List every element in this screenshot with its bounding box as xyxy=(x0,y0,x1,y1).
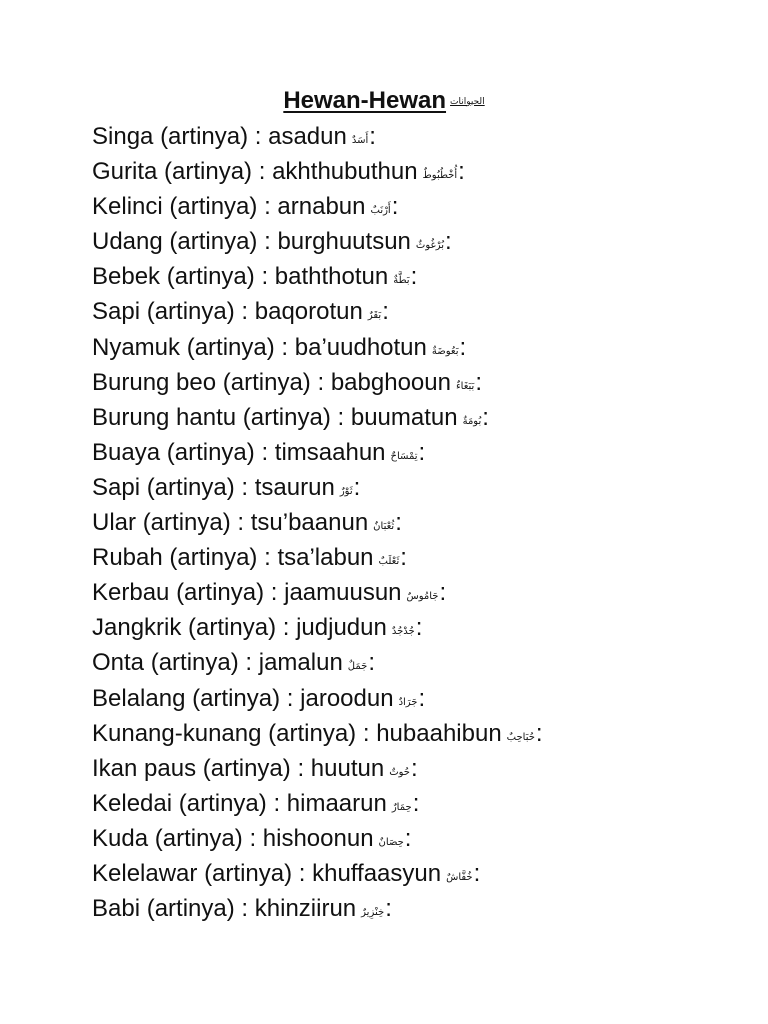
separator: : xyxy=(237,509,245,537)
separator: : xyxy=(249,824,257,852)
transliteration: hubaahibun xyxy=(376,719,502,747)
vocabulary-row xyxy=(92,330,543,365)
vocabulary-row xyxy=(92,259,543,294)
transliteration: timsaahun xyxy=(274,438,386,466)
gloss-text: (artinya) xyxy=(222,368,311,396)
gloss-text: (artinya) xyxy=(142,509,231,537)
vocabulary-row xyxy=(92,400,543,435)
animal-name: Burung hantu xyxy=(92,403,237,431)
animal-name: Sapi xyxy=(92,298,141,326)
gloss-text: (artinya) xyxy=(150,649,239,677)
trailing-colon: : xyxy=(353,473,361,501)
separator: : xyxy=(282,614,290,642)
arabic-word: جَامُوسٌ xyxy=(406,591,439,603)
animal-name: Bebek xyxy=(92,263,161,291)
animal-name: Kuda xyxy=(92,824,149,852)
trailing-colon: : xyxy=(482,403,489,431)
separator: : xyxy=(261,263,269,291)
trailing-colon: : xyxy=(439,579,447,607)
vocabulary-row xyxy=(92,540,543,575)
vocabulary-row xyxy=(92,365,543,400)
trailing-colon: : xyxy=(404,824,412,852)
separator: : xyxy=(241,895,249,923)
arabic-word: بَطَّةٌ xyxy=(393,275,410,287)
vocabulary-row xyxy=(92,294,543,329)
transliteration: asadun xyxy=(268,123,347,150)
vocabulary-row xyxy=(92,154,543,189)
animal-name: Nyamuk xyxy=(92,333,181,361)
arabic-word: بُرْغُوثٌ xyxy=(415,240,445,252)
transliteration: judjudun xyxy=(296,614,387,642)
vocabulary-row xyxy=(92,470,543,505)
transliteration: jamalun xyxy=(258,649,343,677)
arabic-word: حِمَارٌ xyxy=(391,801,412,813)
trailing-colon: : xyxy=(475,368,483,396)
transliteration: tsa’labun xyxy=(277,544,374,572)
vocabulary-row xyxy=(92,645,543,680)
arabic-word: خِنْزِيرٌ xyxy=(361,907,385,919)
arabic-word: حُبَاحِبٌ xyxy=(506,731,535,743)
transliteration: tsu’baanun xyxy=(250,509,369,537)
trailing-colon: : xyxy=(418,684,426,712)
trailing-colon: : xyxy=(415,614,423,642)
document-title xyxy=(0,84,768,119)
trailing-colon: : xyxy=(385,895,392,923)
vocabulary-row xyxy=(92,189,543,224)
animal-name: Kelinci xyxy=(92,193,163,221)
arabic-word: أُخْطُبُوطٌ xyxy=(422,170,458,182)
vocabulary-row xyxy=(92,119,543,154)
gloss-text: (artinya) xyxy=(164,158,253,186)
arabic-word: تِمْسَاحٌ xyxy=(390,450,418,462)
trailing-colon: : xyxy=(410,754,418,782)
separator: : xyxy=(258,158,266,186)
gloss-text: (artinya) xyxy=(166,438,255,466)
separator: : xyxy=(270,579,278,607)
vocabulary-row xyxy=(92,681,543,716)
trailing-colon: : xyxy=(535,719,543,747)
trailing-colon: : xyxy=(412,789,420,817)
arabic-word: خُفَّاشٌ xyxy=(446,871,473,883)
gloss-text: (artinya) xyxy=(178,789,267,817)
gloss-text: (artinya) xyxy=(204,859,293,887)
animal-name: Burung beo xyxy=(92,368,217,396)
arabic-word: بُومَةٌ xyxy=(462,415,482,427)
trailing-colon: : xyxy=(400,544,407,572)
gloss-text: (artinya) xyxy=(146,473,235,501)
gloss-text: (artinya) xyxy=(192,684,281,712)
arabic-word: أَسَدٌ xyxy=(351,135,369,146)
gloss-text: (artinya) xyxy=(154,824,243,852)
transliteration: khinziirun xyxy=(254,895,357,923)
gloss-text: (artinya) xyxy=(242,403,331,431)
separator: : xyxy=(264,228,271,256)
separator: : xyxy=(317,368,325,396)
transliteration: ba’uudhotun xyxy=(294,333,427,361)
transliteration: arnabun xyxy=(277,193,366,221)
arabic-word: جُدْجُدٌ xyxy=(391,626,415,638)
gloss-text: (artinya) xyxy=(146,298,235,326)
animal-name: Singa xyxy=(92,123,154,150)
animal-name: Kelelawar xyxy=(92,859,198,887)
arabic-word: بَعُوضَةٌ xyxy=(431,345,459,357)
separator: : xyxy=(264,544,271,572)
separator: : xyxy=(298,859,306,887)
transliteration: burghuutsun xyxy=(277,228,411,256)
arabic-word: حِصَانٌ xyxy=(378,836,404,848)
gloss-text: (artinya) xyxy=(160,123,249,150)
gloss-text: (artinya) xyxy=(169,193,258,221)
gloss-text: (artinya) xyxy=(176,579,265,607)
animal-name: Kunang-kunang xyxy=(92,719,262,747)
gloss-text: (artinya) xyxy=(169,228,258,256)
arabic-word: جَرَادٌ xyxy=(398,696,418,708)
gloss-text: (artinya) xyxy=(188,614,277,642)
arabic-word: بَبَغَاءٌ xyxy=(455,380,475,392)
vocabulary-row xyxy=(92,224,543,259)
animal-name: Sapi xyxy=(92,473,141,501)
trailing-colon: : xyxy=(418,438,426,466)
animal-name: Kerbau xyxy=(92,579,170,607)
transliteration: jaroodun xyxy=(300,684,394,712)
arabic-word: حُوتٌ xyxy=(389,766,410,778)
vocabulary-row xyxy=(92,821,543,856)
animal-name: Ikan paus xyxy=(92,754,197,782)
separator: : xyxy=(281,333,289,361)
separator: : xyxy=(241,473,249,501)
gloss-text: (artinya) xyxy=(166,263,255,291)
arabic-word: ثَوْرٌ xyxy=(339,485,353,497)
title-text: Hewan-Hewan xyxy=(283,87,447,114)
animal-name: Belalang xyxy=(92,684,186,712)
transliteration: khuffaasyun xyxy=(312,859,442,887)
animal-name: Babi xyxy=(92,895,141,923)
vocabulary-row xyxy=(92,435,543,470)
trailing-colon: : xyxy=(473,859,481,887)
animal-name: Gurita xyxy=(92,158,158,186)
transliteration: himaarun xyxy=(286,789,387,817)
transliteration: baqorotun xyxy=(254,298,363,326)
animal-name: Keledai xyxy=(92,789,173,817)
separator: : xyxy=(337,403,345,431)
gloss-text: (artinya) xyxy=(146,895,235,923)
trailing-colon: : xyxy=(445,228,452,256)
arabic-word: ثُعْبَانٌ xyxy=(373,521,395,533)
trailing-colon: : xyxy=(368,649,376,677)
animal-name: Ular xyxy=(92,509,137,537)
separator: : xyxy=(245,649,253,677)
transliteration: huutun xyxy=(310,754,385,782)
trailing-colon: : xyxy=(410,263,418,291)
vocabulary-row xyxy=(92,505,543,540)
vocabulary-row xyxy=(92,891,543,926)
transliteration: babghooun xyxy=(330,368,451,396)
title-arabic: الحيوانات xyxy=(450,96,485,107)
trailing-colon: : xyxy=(458,158,465,186)
separator: : xyxy=(241,298,249,326)
vocabulary-row xyxy=(92,751,543,786)
trailing-colon: : xyxy=(369,123,376,150)
gloss-text: (artinya) xyxy=(268,719,357,747)
separator: : xyxy=(264,193,271,221)
trailing-colon: : xyxy=(459,333,467,361)
gloss-text: (artinya) xyxy=(202,754,291,782)
trailing-colon: : xyxy=(395,509,402,537)
transliteration: baththotun xyxy=(274,263,389,291)
transliteration: akhthubuthun xyxy=(272,158,418,186)
gloss-text: (artinya) xyxy=(169,544,258,572)
animal-name: Jangkrik xyxy=(92,614,182,642)
transliteration: hishoonun xyxy=(262,824,374,852)
animal-name: Rubah xyxy=(92,544,163,572)
vocabulary-row xyxy=(92,575,543,610)
trailing-colon: : xyxy=(382,298,389,326)
separator: : xyxy=(362,719,370,747)
animal-name: Buaya xyxy=(92,438,161,466)
separator: : xyxy=(286,684,294,712)
vocabulary-row xyxy=(92,786,543,821)
transliteration: jaamuusun xyxy=(284,579,402,607)
arabic-word: ثَعْلَبٌ xyxy=(378,556,400,568)
transliteration: tsaurun xyxy=(254,473,335,501)
animal-name: Onta xyxy=(92,649,145,677)
arabic-word: بَقَرٌ xyxy=(367,310,382,322)
arabic-word: أَرْنَبٌ xyxy=(370,205,391,217)
vocabulary-row xyxy=(92,610,543,645)
trailing-colon: : xyxy=(391,193,399,221)
gloss-text: (artinya) xyxy=(186,333,275,361)
arabic-word: جَمَلٌ xyxy=(347,661,368,673)
separator: : xyxy=(273,789,281,817)
animal-name: Udang xyxy=(92,228,163,256)
vocabulary-row xyxy=(92,856,543,891)
vocabulary-list xyxy=(92,119,543,926)
transliteration: buumatun xyxy=(350,403,458,431)
separator: : xyxy=(261,438,269,466)
separator: : xyxy=(297,754,305,782)
separator: : xyxy=(254,123,262,150)
vocabulary-row xyxy=(92,716,543,751)
